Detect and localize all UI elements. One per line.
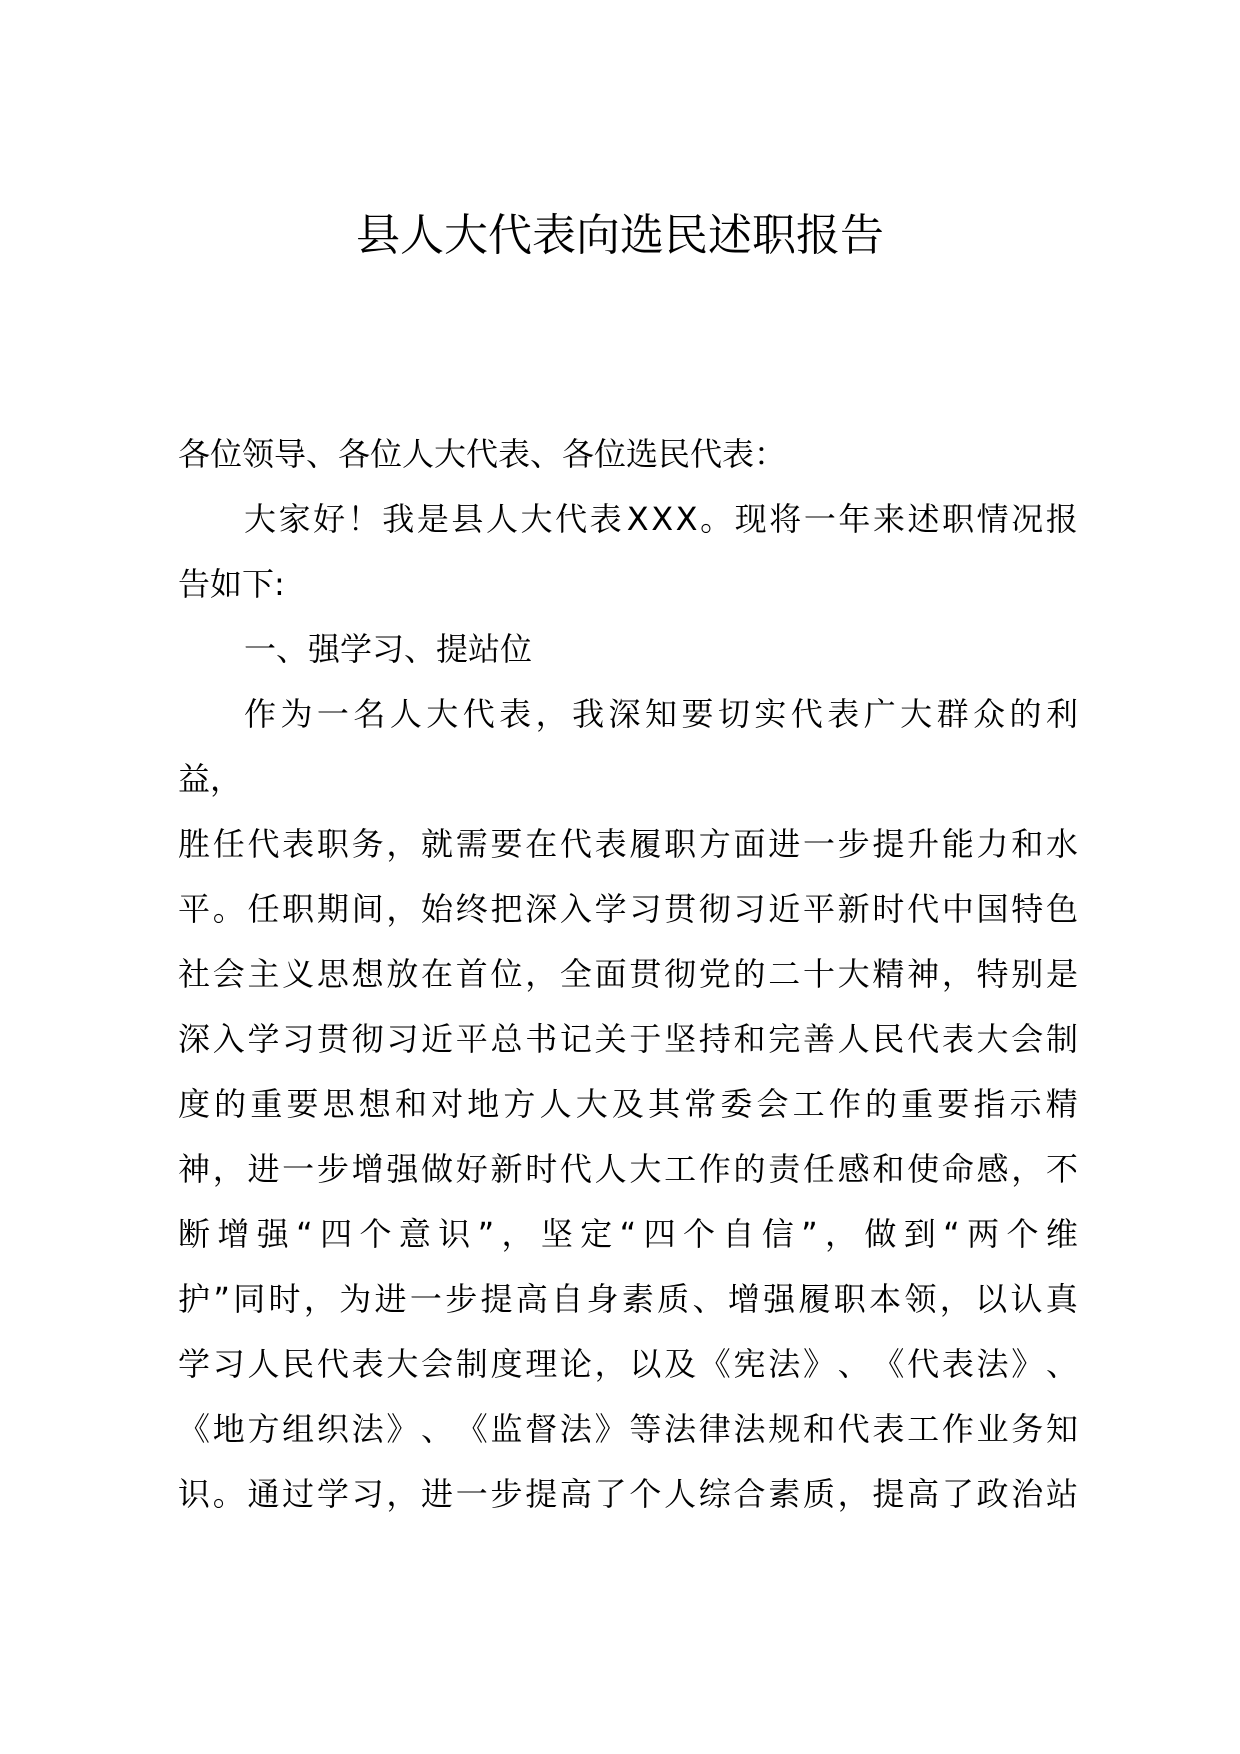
paragraph-line: 益， <box>178 760 243 798</box>
paragraph-line: 断 增 强 “ 四 个 意 识 ” ， 坚 定 “ 四 个 自 信 ” ， 做 到 “ 两 个 维 <box>178 1215 1078 1253</box>
paragraph-line: 《 地 方 组 织 法 》 、 《 监 督 法 》 等 法 律 法 规 和 代 表 工 作 业 务 知 <box>178 1410 1078 1448</box>
paragraph-line: 深 入 学 习 贯 彻 习 近 平 总 书 记 关 于 坚 持 和 完 善 人 民 代 表 大 会 制 <box>178 1020 1078 1058</box>
document-body <box>178 422 1078 1527</box>
paragraph-line: 作 为 一 名 人 大 代 表 ， 我 深 知 要 切 实 代 表 广 大 群 众 的 利 <box>244 695 1078 733</box>
paragraph-line: 胜 任 代 表 职 务 ， 就 需 要 在 代 表 履 职 方 面 进 一 步 提 升 能 力 和 水 <box>178 825 1078 863</box>
document-title: 县人大代表向选民述职报告 <box>356 210 884 261</box>
paragraph-line: 大 家 好 ！ 我 是 县 人 大 代 表 X X X 。 现 将 一 年 来 述 职 情 况 报 <box>244 500 1078 538</box>
paragraph-line: 识 。 通 过 学 习 ， 进 一 步 提 高 了 个 人 综 合 素 质 ， 提 高 了 政 治 站 <box>178 1475 1078 1513</box>
paragraph-line: 告如下: <box>178 565 285 603</box>
paragraph-line: 学 习 人 民 代 表 大 会 制 度 理 论 ， 以 及 《 宪 法 》 、 《 代 表 法 》 、 <box>178 1345 1078 1383</box>
paragraph-line: 社 会 主 义 思 想 放 在 首 位 ， 全 面 贯 彻 党 的 二 十 大 精 神 ， 特 别 是 <box>178 955 1078 993</box>
salutation-line: 各位领导、各位人大代表、各位选民代表： <box>178 435 787 473</box>
section-heading: 一、强学习、提站位 <box>244 630 533 668</box>
paragraph-line: 神 ， 进 一 步 增 强 做 好 新 时 代 人 大 工 作 的 责 任 感 和 使 命 感 ， 不 <box>178 1150 1078 1188</box>
paragraph-line: 平 。 任 职 期 间 ， 始 终 把 深 入 学 习 贯 彻 习 近 平 新 时 代 中 国 特 色 <box>178 890 1078 928</box>
paragraph-line: 护 ” 同 时 ， 为 进 一 步 提 高 自 身 素 质 、 增 强 履 职 本 领 ， 以 认 真 <box>178 1280 1078 1318</box>
paragraph-line: 度 的 重 要 思 想 和 对 地 方 人 大 及 其 常 委 会 工 作 的 重 要 指 示 精 <box>178 1085 1078 1123</box>
